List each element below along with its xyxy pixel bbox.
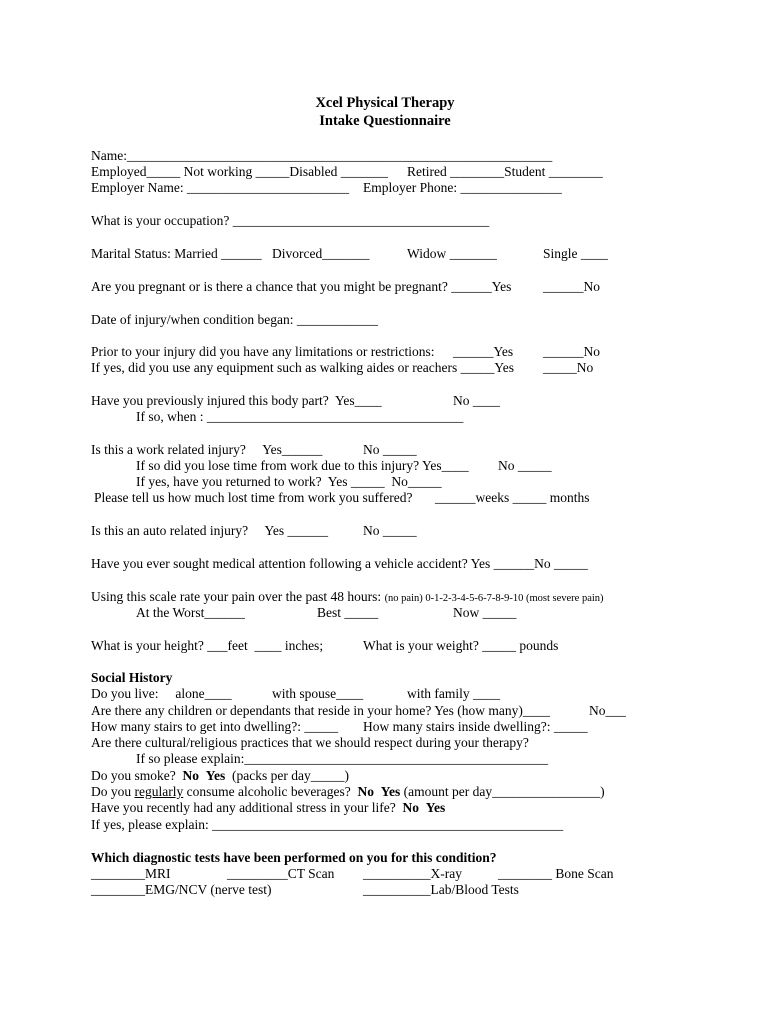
employer-name-field[interactable]: Employer Name: ________________________	[91, 180, 349, 195]
smoke-label: Do you smoke?	[91, 768, 176, 783]
work-lose-time-question[interactable]: If so did you lose time from work due to this injury? Yes____	[136, 458, 469, 473]
pain-best-field[interactable]: Best _____	[317, 605, 379, 620]
alcohol-label-b: consume alcoholic beverages?	[186, 784, 351, 799]
smoke-question[interactable]	[91, 768, 349, 784]
social-history-heading: Social History	[91, 670, 173, 685]
marital-single[interactable]: Single ____	[543, 246, 608, 261]
name-field[interactable]: Name:_______________________________________________________________	[91, 148, 553, 163]
vehicle-accident-question[interactable]: Have you ever sought medical attention following a vehicle accident? Yes ______No _____	[91, 556, 588, 571]
work-injury-question[interactable]: Is this a work related injury? Yes______	[91, 442, 323, 457]
alcohol-label-a: Do you	[91, 784, 132, 799]
live-family[interactable]: with family ____	[407, 686, 500, 701]
stairs-into-field[interactable]: How many stairs to get into dwelling?: _____	[91, 719, 339, 734]
smoke-packs-field[interactable]: (packs per day_____)	[232, 768, 349, 783]
test-emg-ncv[interactable]: ________EMG/NCV (nerve test)	[91, 882, 272, 897]
alcohol-amount-field[interactable]: (amount per day________________)	[403, 784, 605, 799]
smoke-no[interactable]: No	[182, 768, 199, 783]
auto-injury-question[interactable]: Is this an auto related injury? Yes ______	[91, 523, 328, 538]
test-mri[interactable]: ________MRI	[91, 866, 171, 881]
employment-status[interactable]: Employed_____ Not working _____Disabled _______	[91, 164, 388, 179]
smoke-yes[interactable]: Yes	[205, 768, 226, 783]
injury-date-field[interactable]: Date of injury/when condition began: ____________	[91, 312, 378, 327]
previous-injury-when[interactable]: If so, when : ______________________________________	[136, 409, 464, 424]
alcohol-regularly: regularly	[134, 784, 184, 799]
auto-injury-no[interactable]: No _____	[363, 523, 417, 538]
stress-label: Have you recently had any additional stress in your life?	[91, 800, 396, 815]
height-field[interactable]: What is your height? ___feet ____ inches;	[91, 638, 324, 653]
employer-phone-field[interactable]: Employer Phone: _______________	[363, 180, 562, 195]
work-lost-time-question: Please tell us how much lost time from work you suffered?	[94, 490, 413, 505]
stress-explain-field[interactable]: If yes, please explain: ____________________________________________________	[91, 817, 564, 832]
pregnant-no[interactable]: ______No	[543, 279, 600, 294]
stress-yes[interactable]: Yes	[425, 800, 446, 815]
pain-scale-range: (no pain) 0-1-2-3-4-5-6-7-8-9-10 (most severe pain)	[384, 593, 604, 604]
test-xray[interactable]: __________X-ray	[363, 866, 462, 881]
form-title: Xcel Physical Therapy	[315, 95, 455, 111]
children-no[interactable]: No___	[589, 703, 626, 718]
equipment-question[interactable]: If yes, did you use any equipment such as walking aides or reachers _____Yes	[91, 360, 515, 375]
limitations-no[interactable]: ______No	[543, 344, 600, 359]
alcohol-yes[interactable]: Yes	[380, 784, 401, 799]
test-ct-scan[interactable]: _________CT Scan	[227, 866, 335, 881]
pain-scale-prompt: Using this scale rate your pain over the past 48 hours:	[91, 589, 382, 604]
stress-no[interactable]: No	[402, 800, 420, 815]
diagnostic-tests-heading: Which diagnostic tests have been performed on you for this condition?	[91, 850, 497, 865]
cultural-question: Are there cultural/religious practices that we should respect during your therapy?	[91, 735, 529, 750]
marital-widow[interactable]: Widow _______	[407, 246, 497, 261]
work-injury-no[interactable]: No _____	[363, 442, 417, 457]
live-alone[interactable]: Do you live: alone____	[91, 686, 232, 701]
alcohol-no[interactable]: No	[357, 784, 375, 799]
test-lab-blood[interactable]: __________Lab/Blood Tests	[363, 882, 519, 897]
work-lost-time-field[interactable]: ______weeks _____ months	[435, 490, 590, 505]
limitations-question: Prior to your injury did you have any limitations or restrictions:	[91, 344, 435, 359]
limitations-yes[interactable]: ______Yes	[453, 344, 514, 359]
children-question[interactable]: Are there any children or dependants that reside in your home? Yes (how many)____	[91, 703, 550, 718]
previous-injury-question[interactable]: Have you previously injured this body part? Yes____	[91, 393, 382, 408]
pain-worst-field[interactable]: At the Worst______	[136, 605, 245, 620]
weight-field[interactable]: What is your weight? _____ pounds	[363, 638, 559, 653]
live-spouse[interactable]: with spouse____	[272, 686, 364, 701]
marital-married[interactable]: Marital Status: Married ______	[91, 246, 262, 261]
work-returned-question[interactable]: If yes, have you returned to work? Yes _____ No_____	[136, 474, 442, 489]
cultural-explain-field[interactable]: If so please explain:_____________________________________________	[136, 751, 549, 766]
work-lose-time-no[interactable]: No _____	[498, 458, 552, 473]
previous-injury-no[interactable]: No ____	[453, 393, 500, 408]
pregnant-question[interactable]: Are you pregnant or is there a chance that you might be pregnant? ______Yes	[91, 279, 512, 294]
marital-divorced[interactable]: Divorced_______	[272, 246, 370, 261]
test-bone-scan[interactable]: ________ Bone Scan	[498, 866, 614, 881]
occupation-field[interactable]: What is your occupation? ______________________________________	[91, 213, 490, 228]
alcohol-question[interactable]	[91, 784, 605, 800]
employment-retired-student[interactable]: Retired ________Student ________	[407, 164, 603, 179]
stress-question[interactable]	[91, 800, 445, 816]
equipment-no[interactable]: _____No	[543, 360, 594, 375]
stairs-inside-field[interactable]: How many stairs inside dwelling?: _____	[363, 719, 588, 734]
pain-now-field[interactable]: Now _____	[453, 605, 517, 620]
form-subtitle: Intake Questionnaire	[319, 113, 451, 129]
